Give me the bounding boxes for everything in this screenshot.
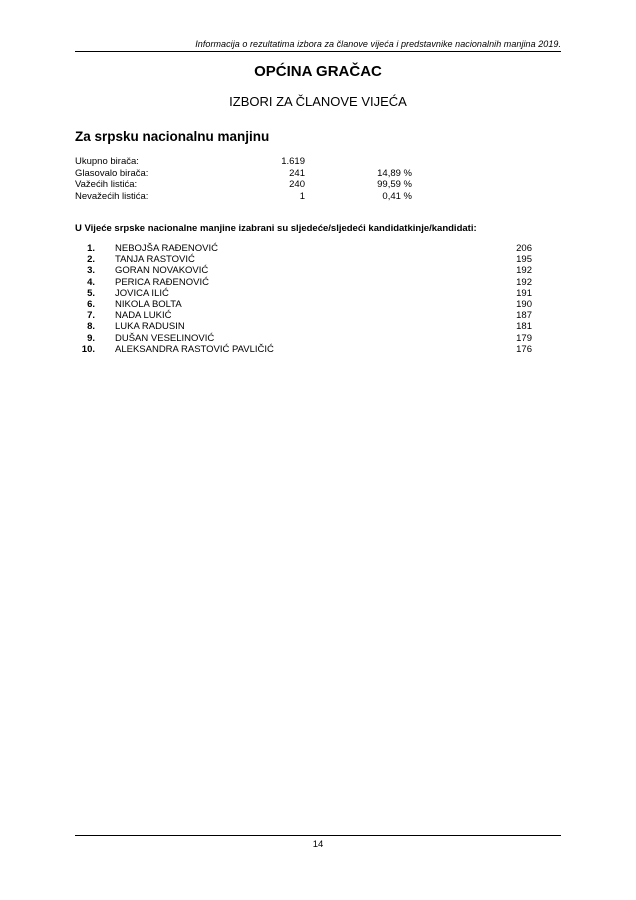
candidate-row — [75, 243, 532, 254]
candidate-number: 2. — [87, 254, 95, 266]
candidate-name: JOVICA ILIĆ — [115, 287, 169, 299]
stat-count: 1 — [299, 190, 305, 202]
candidate-row — [75, 299, 532, 310]
candidate-name: PERICA RAĐENOVIĆ — [115, 276, 209, 288]
candidate-votes: 192 — [516, 276, 532, 288]
candidate-name: ALEKSANDRA RASTOVIĆ PAVLIČIĆ — [115, 343, 274, 355]
candidate-votes: 206 — [516, 243, 532, 254]
elected-intro: U Vijeće srpske nacionalne manjine izabrani su sljedeće/sljedeći kandidatkinje/kandidati: — [75, 223, 477, 234]
candidate-row — [75, 333, 532, 344]
candidate-votes: 181 — [516, 321, 532, 333]
stat-row-invalid-ballots — [75, 191, 475, 203]
section-heading: Za srpsku nacionalnu manjinu — [75, 129, 270, 144]
candidate-number: 8. — [87, 321, 95, 333]
candidate-name: NADA LUKIĆ — [115, 310, 172, 322]
stat-count: 1.619 — [281, 156, 305, 167]
candidate-votes: 179 — [516, 332, 532, 344]
candidate-row — [75, 310, 532, 321]
candidate-name: GORAN NOVAKOVIĆ — [115, 265, 209, 277]
candidate-votes: 192 — [516, 265, 532, 277]
candidate-number: 10. — [81, 343, 95, 355]
candidate-votes: 187 — [516, 310, 532, 322]
candidate-row — [75, 288, 532, 299]
stat-label: Ukupno birača: — [75, 156, 139, 167]
stat-row-total-voters — [75, 156, 475, 168]
candidate-votes: 176 — [516, 343, 532, 355]
candidate-number: 7. — [87, 310, 95, 322]
candidate-number: 4. — [87, 276, 95, 288]
candidate-row — [75, 321, 532, 332]
running-header: Informacija o rezultatima izbora za članove vijeća i predstavnike nacionalnih manjina 2019. — [195, 39, 561, 49]
stat-count: 241 — [289, 167, 305, 179]
candidate-row — [75, 265, 532, 276]
candidate-number: 6. — [87, 298, 95, 310]
stat-percent: 99,59 % — [377, 179, 412, 190]
stat-label: Važećih listića: — [75, 179, 138, 190]
header-divider — [75, 51, 561, 52]
stat-percent: 0,41 % — [382, 190, 412, 202]
election-title: IZBORI ZA ČLANOVE VIJEĆA — [229, 94, 407, 109]
stat-label: Nevažećih listića: — [75, 190, 149, 202]
stat-row-valid-ballots — [75, 179, 475, 191]
candidate-number: 5. — [87, 287, 95, 299]
municipality-title: OPĆINA GRAČAC — [254, 63, 382, 80]
stat-percent: 14,89 % — [377, 167, 412, 179]
candidate-name: LUKA RADUSIN — [115, 321, 185, 333]
candidate-votes: 190 — [516, 298, 532, 310]
candidate-row — [75, 254, 532, 265]
candidate-list — [75, 243, 532, 355]
candidate-name: NIKOLA BOLTA — [115, 298, 182, 310]
candidate-row — [75, 277, 532, 288]
voter-statistics — [75, 156, 475, 202]
stat-row-voted — [75, 168, 475, 180]
candidate-number: 3. — [87, 265, 95, 277]
candidate-number: 9. — [87, 332, 95, 344]
page-number: 14 — [312, 839, 324, 850]
candidate-votes: 191 — [516, 287, 532, 299]
candidate-name: TANJA RASTOVIĆ — [115, 254, 195, 266]
candidate-name: NEBOJŠA RAĐENOVIĆ — [115, 243, 218, 254]
candidate-row — [75, 344, 532, 355]
stat-count: 240 — [289, 179, 305, 190]
candidate-votes: 195 — [516, 254, 532, 266]
stat-label: Glasovalo birača: — [75, 167, 149, 179]
footer-divider — [75, 835, 561, 836]
candidate-name: DUŠAN VESELINOVIĆ — [115, 332, 215, 344]
candidate-number: 1. — [87, 243, 95, 254]
